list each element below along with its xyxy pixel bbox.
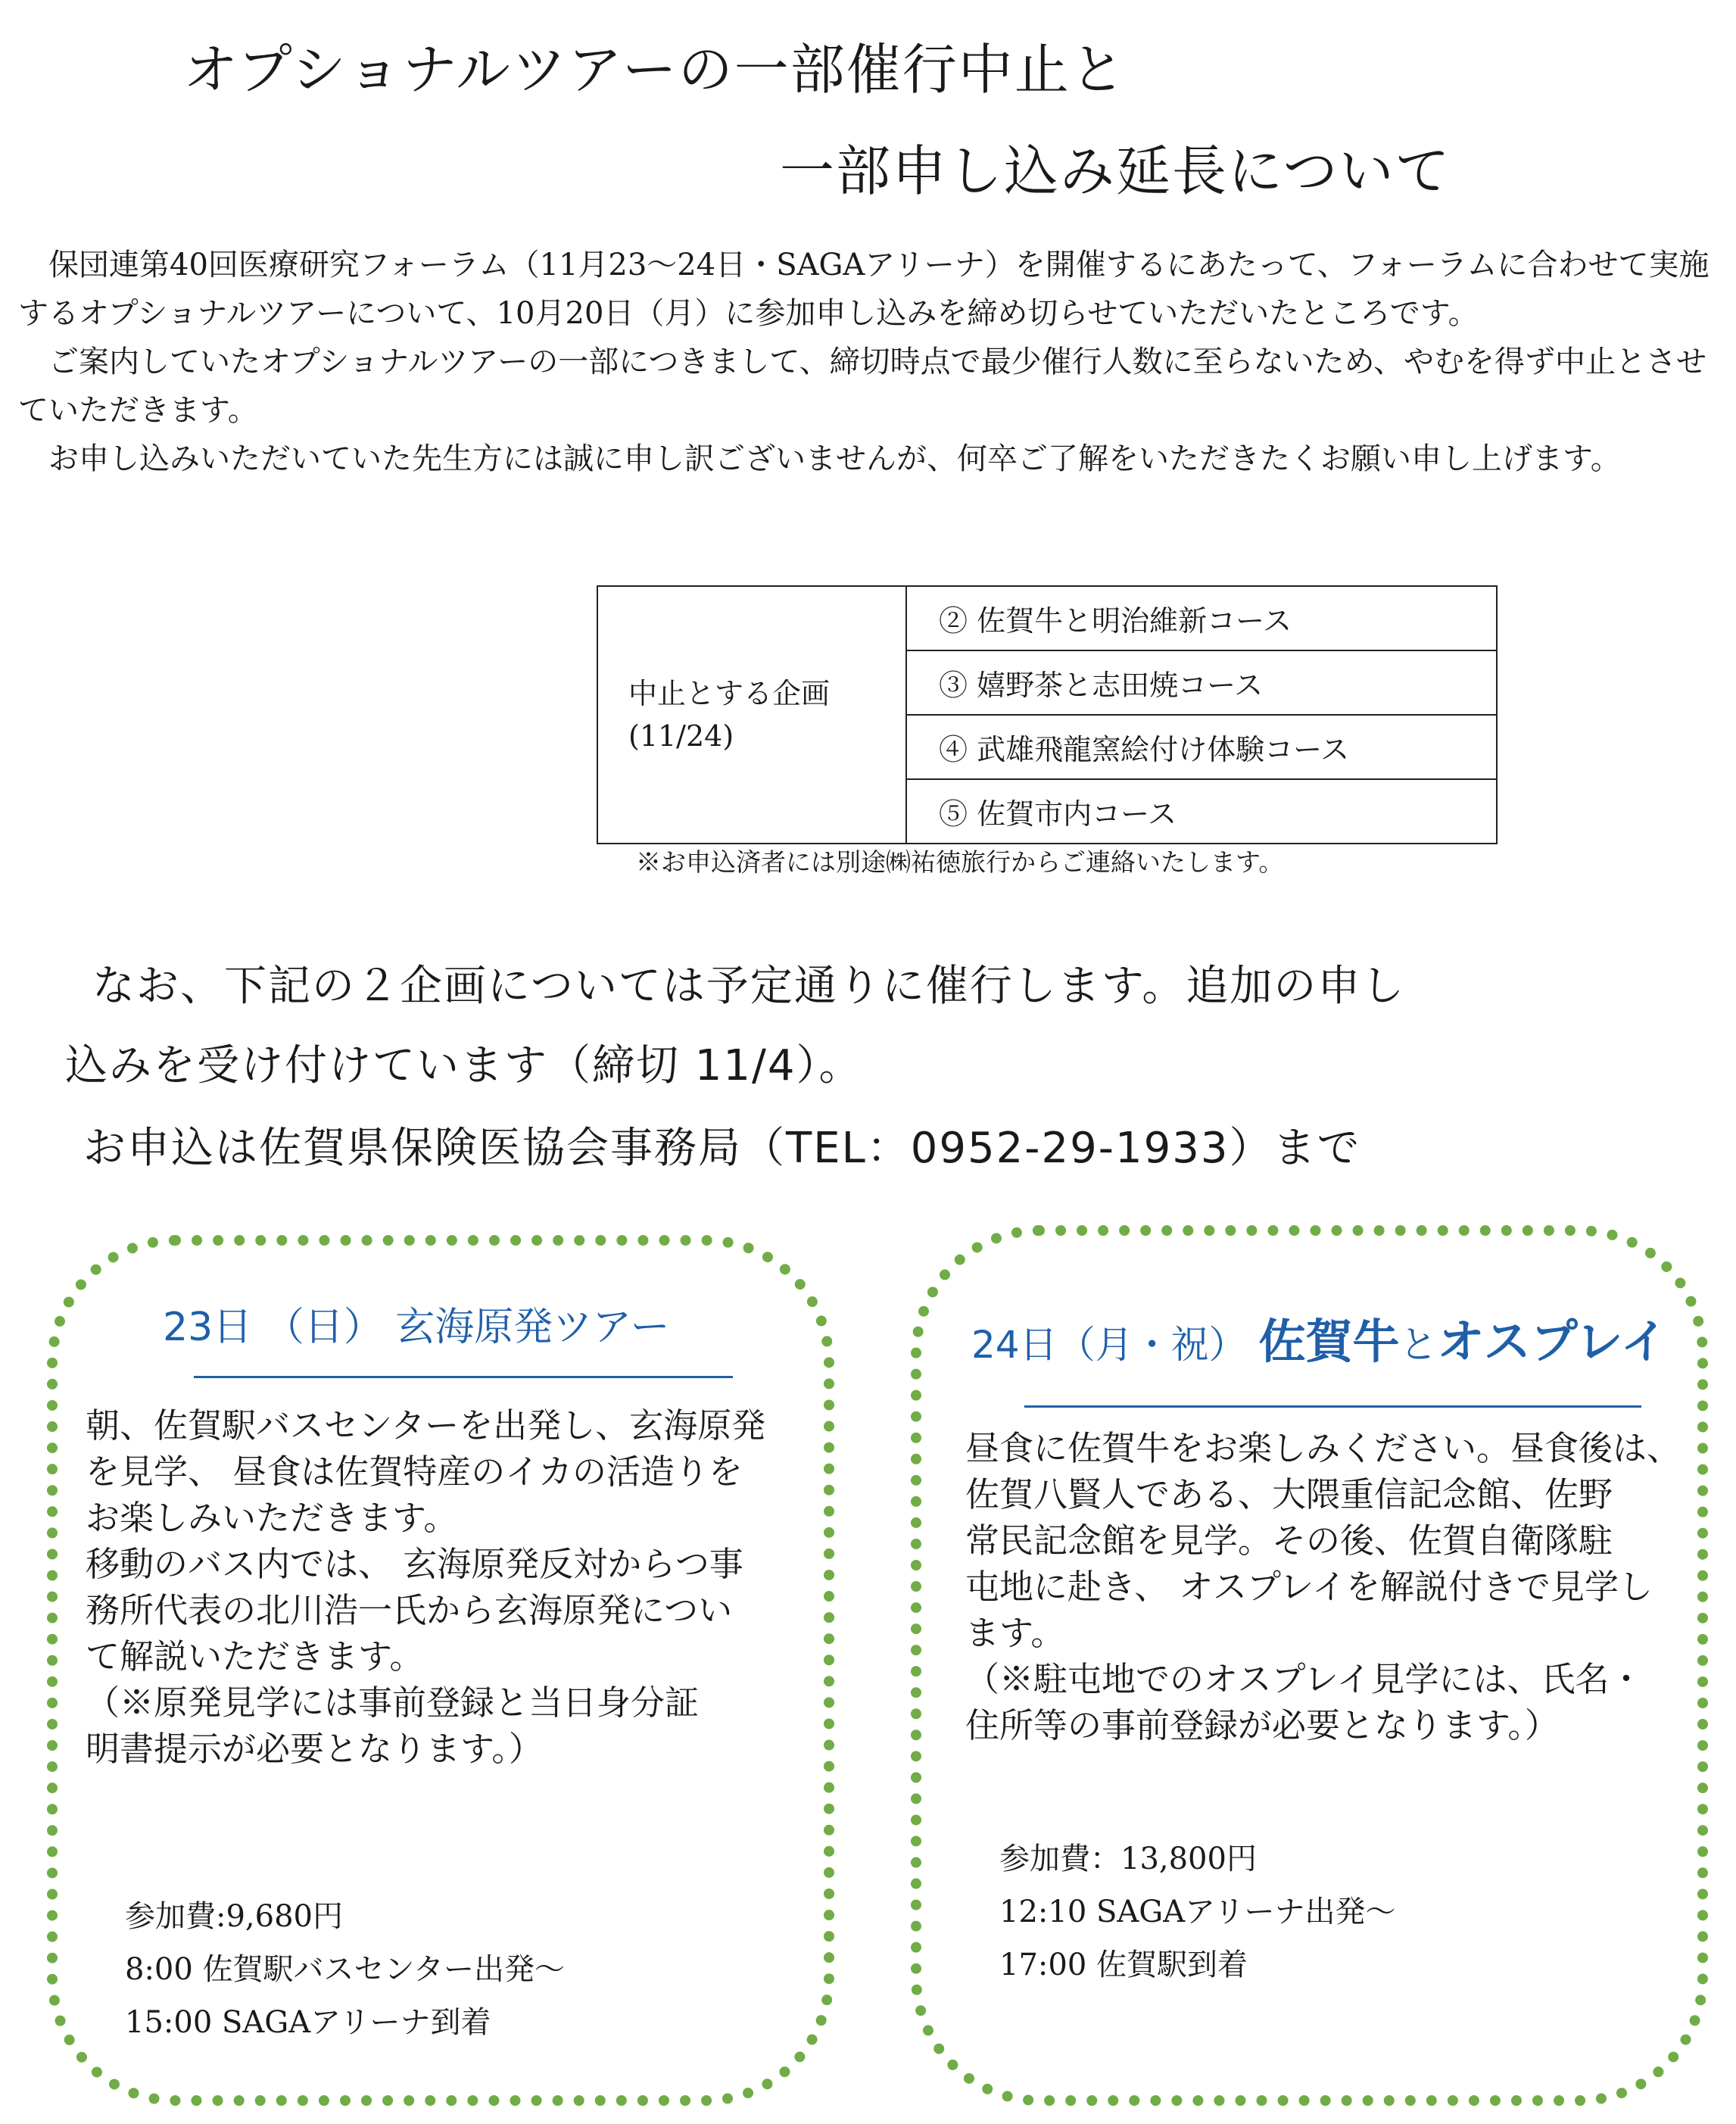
cancelled-courses-table bbox=[597, 585, 1498, 844]
tour-depart: 8:00 佐賀駅バスセンター出発～ bbox=[125, 1952, 565, 1987]
cancelled-course: ④ 武雄飛龍窯絵付け体験コース bbox=[906, 715, 1497, 779]
page-subtitle: 一部申し込み延長について bbox=[780, 139, 1451, 203]
tour-title-name: 佐賀牛 bbox=[1258, 1314, 1400, 1369]
description-line: 屯地に赴き、 オスプレイを解説付きで見学し bbox=[965, 1567, 1653, 1607]
title-underline bbox=[1024, 1405, 1641, 1408]
tour-title-name: と bbox=[1399, 1323, 1438, 1367]
tour-description-genkai bbox=[86, 1402, 805, 1772]
tour-description-osprey bbox=[965, 1425, 1692, 1748]
tour-info-osprey bbox=[999, 1832, 1396, 1991]
description-line: 住所等の事前登録が必要となります。） bbox=[965, 1705, 1559, 1745]
notice-line: なお、下記の２企画については予定通りに催行します。追加の申し bbox=[92, 962, 1406, 1011]
cancelled-course: ⑤ 佐賀市内コース bbox=[906, 779, 1497, 844]
contact-line: お申込は佐賀県保険医協会事務局（TEL：0952-29-1933）まで bbox=[83, 1124, 1361, 1173]
description-line: 常民記念館を見学。その後、佐賀自衛隊駐 bbox=[965, 1520, 1613, 1561]
description-line: て解説いただきます。 bbox=[86, 1636, 424, 1676]
tour-arrive: 17:00 佐賀駅到着 bbox=[999, 1948, 1248, 1982]
notice-line: 込みを受け付けています（締切 11/4）。 bbox=[65, 1041, 863, 1090]
tour-title-osprey bbox=[971, 1304, 1667, 1371]
intro-paragraph: 保団連第40回医療研究フォーラム（11月23～24日・SAGAアリーナ）を開催するにあたって、フォーラムに合わせて実施するオプショナルツアーについて、10月20日（月）に参加申し込みを締め切らせていただいたところです。 bbox=[18, 248, 1710, 331]
tour-title-genkai: 23日 （日） 玄海原発ツアー bbox=[163, 1305, 670, 1350]
page-title: オプショナルツアーの一部催行中止と bbox=[183, 38, 1127, 101]
tour-title-name: オスプレイ bbox=[1437, 1314, 1668, 1369]
description-line: 佐賀八賢人である、大隈重信記念館、佐野 bbox=[965, 1474, 1613, 1514]
cancelled-course: ③ 嬉野茶と志田焼コース bbox=[906, 650, 1497, 715]
description-line: を見学、 昼食は佐賀特産のイカの活造りを bbox=[86, 1452, 743, 1492]
description-line: （※原発見学には事前登録と当日身分証 bbox=[86, 1683, 700, 1723]
description-line: 明書提示が必要となります。） bbox=[86, 1729, 543, 1769]
description-line: お楽しみいただきます。 bbox=[86, 1498, 458, 1538]
description-line: （※駐屯地でのオスプレイ見学には、氏名・ bbox=[965, 1659, 1644, 1699]
tour-title-date: 24日（月・祝） bbox=[971, 1323, 1247, 1367]
tour-depart: 12:10 SAGAアリーナ出発～ bbox=[999, 1895, 1396, 1929]
cancelled-course: ② 佐賀牛と明治維新コース bbox=[906, 586, 1497, 650]
tour-fee: 参加費:9,680円 bbox=[125, 1899, 343, 1934]
description-line: 移動のバス内では、 玄海原発反対からつ事 bbox=[86, 1544, 743, 1584]
description-line: 務所代表の北川浩一氏から玄海原発につい bbox=[86, 1590, 733, 1630]
intro-text bbox=[18, 241, 1722, 483]
description-line: ます。 bbox=[965, 1613, 1065, 1653]
description-line: 朝、佐賀駅バスセンターを出発し、玄海原発 bbox=[86, 1405, 766, 1446]
cancelled-label-cell bbox=[597, 586, 906, 844]
intro-paragraph: ご案内していたオプショナルツアーの一部につきまして、締切時点で最少催行人数に至らないため、やむを得ず中止とさせていただきます。 bbox=[18, 345, 1706, 428]
tour-fee: 参加費：13,800円 bbox=[999, 1842, 1257, 1876]
tour-arrive: 15:00 SAGAアリーナ到着 bbox=[125, 2005, 491, 2040]
cancelled-date: (11/24) bbox=[628, 719, 734, 753]
intro-paragraph: お申し込みいただいていた先生方には誠に申し訳ございませんが、何卒ご了解をいただきたくお願い申し上げます。 bbox=[48, 441, 1621, 476]
cancel-note: ※お申込済者には別途㈱祐徳旅行からご連絡いたします。 bbox=[636, 847, 1284, 877]
title-underline bbox=[194, 1376, 733, 1378]
cancelled-label: 中止とする企画 bbox=[628, 677, 831, 710]
description-line: 昼食に佐賀牛をお楽しみください。昼食後は、 bbox=[965, 1428, 1681, 1468]
tour-info-genkai bbox=[125, 1890, 565, 2049]
